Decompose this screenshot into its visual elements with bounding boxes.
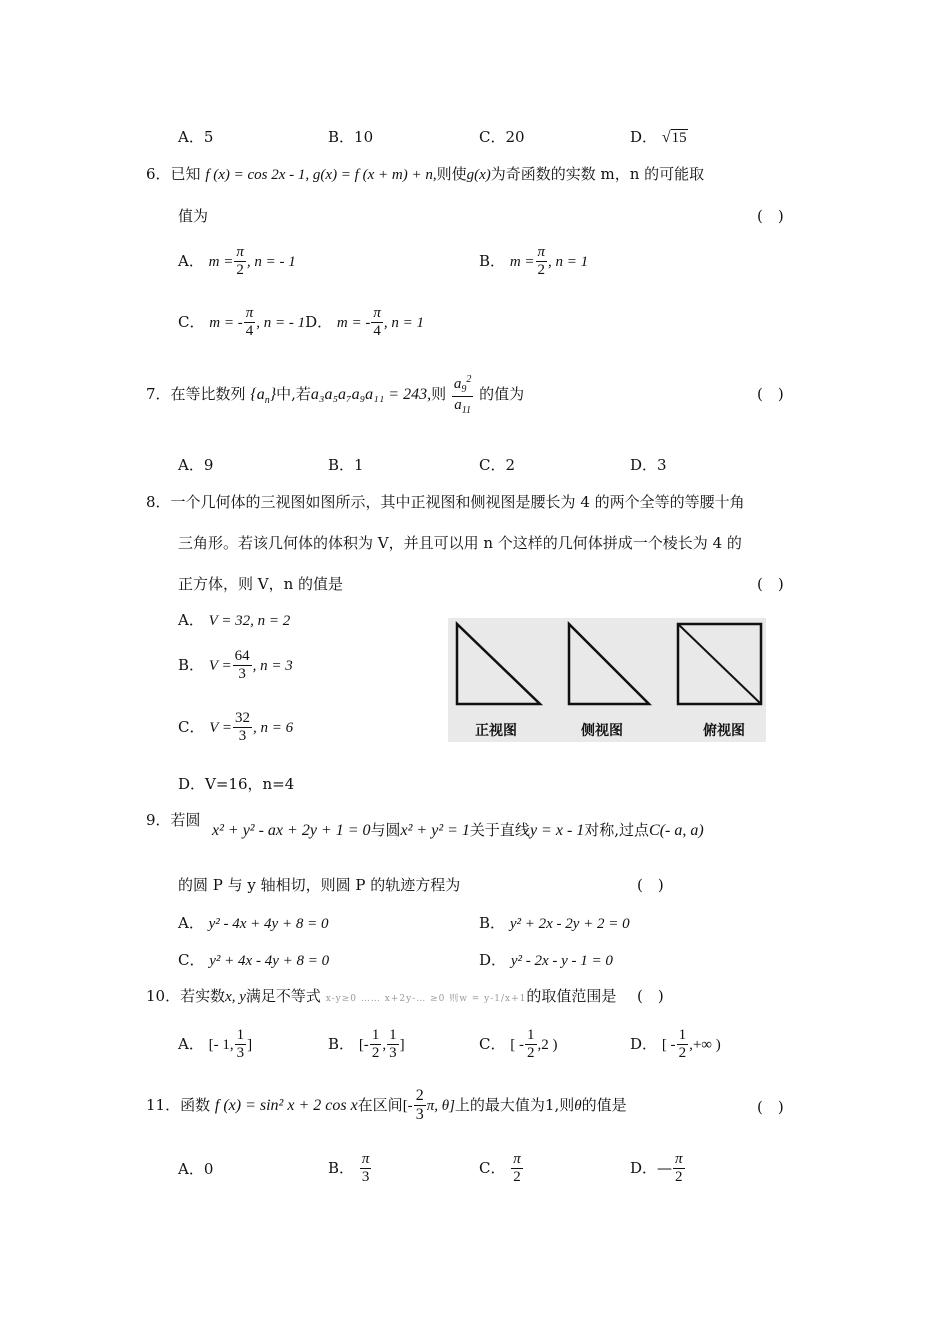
q7-stem xyxy=(146,374,524,416)
q10-option-b-fraction-1 xyxy=(370,1027,382,1063)
q10-mid-text: 满足不等式 xyxy=(245,987,321,1005)
q8-option-c-num: 32 xyxy=(233,710,252,728)
q10-option-a-pre: [- 1, xyxy=(208,1036,234,1053)
q10-number: 10．若实数 xyxy=(146,987,226,1005)
q6-option-a-fraction xyxy=(234,244,246,280)
q7-frac-num-sup: 2 xyxy=(466,374,472,385)
q10-option-c-fraction xyxy=(525,1027,537,1063)
q6-option-c-lhs: m = - xyxy=(209,314,243,331)
q6-option-c xyxy=(178,305,424,341)
q10-option-d-den: 2 xyxy=(678,1045,687,1062)
q8-option-b-den: 3 xyxy=(238,666,246,683)
q7-frac-num xyxy=(452,374,474,397)
q8-option-b-tail: , n = 3 xyxy=(252,657,293,674)
q6-option-b-num: π xyxy=(536,244,548,262)
q11-theta: θ xyxy=(574,1097,582,1114)
q6-option-b-den: 2 xyxy=(537,262,546,279)
q10-option-a-label: A． xyxy=(178,1034,204,1053)
q9-circle1-equation: x² + y² - ax + 2y + 1 = 0 xyxy=(212,822,371,839)
q5-option-d-label: D． xyxy=(630,128,658,146)
q11-option-c-label: C． xyxy=(479,1158,506,1177)
q6-option-d-label: D． xyxy=(305,312,333,331)
q7-frac-den-sub: 11 xyxy=(461,404,472,416)
q10-faint-constraints: x-y≥0 …… x+2y-… ≥0 则w = y-1/x+1 xyxy=(325,994,527,1004)
q10-option-a-num: 1 xyxy=(235,1027,247,1045)
q6-option-a-num: π xyxy=(234,244,246,262)
q10-option-b-pre: [- xyxy=(358,1036,369,1053)
q8-option-b xyxy=(178,648,293,684)
q6-option-a-den: 2 xyxy=(236,262,244,279)
q9-text-1: 与圆 xyxy=(370,821,401,839)
q7-then-text: 则 xyxy=(431,385,447,403)
q11-interval-fraction xyxy=(414,1087,426,1125)
q7-number: 7．在等比数列 xyxy=(146,385,246,403)
q9-option-a-expr: y² - 4x + 4y + 8 = 0 xyxy=(208,916,329,932)
q9-line-equation: y = x - 1 xyxy=(529,822,585,839)
q9-circle2-equation: x² + y² = 1 xyxy=(400,822,470,839)
q10-option-c-label: C． xyxy=(479,1034,506,1053)
q8-option-c-fraction xyxy=(233,710,252,746)
q8-option-a-label: A． xyxy=(178,611,204,629)
q7-tail-text: 的值为 xyxy=(479,385,525,403)
q5-option-a: A．5 xyxy=(178,128,214,146)
q11-option-b-label: B． xyxy=(328,1158,355,1177)
q11-option-d-fraction xyxy=(673,1151,685,1187)
q10-option-c xyxy=(479,1027,558,1063)
q11-answer-paren: ( ) xyxy=(757,1098,784,1116)
q6-option-d-den: 4 xyxy=(373,323,381,340)
q8-option-c-tail: , n = 6 xyxy=(253,719,294,736)
q11-text-1: 在区间 xyxy=(357,1095,403,1114)
q11-option-b xyxy=(328,1151,372,1187)
q9-option-c-label: C． xyxy=(178,951,205,969)
q5-option-d-radicand: 15 xyxy=(671,130,687,146)
q6-number: 6．已知 xyxy=(146,165,201,183)
q8-option-b-lhs: V = xyxy=(208,657,232,674)
q10-option-b-post: ] xyxy=(399,1036,405,1053)
q8-option-b-label: B． xyxy=(178,655,205,674)
q8-stem-line1: 8．一个几何体的三视图如图所示，其中正视图和侧视图是腰长为 4 的两个全等的等腰十角 xyxy=(146,493,745,511)
q8-option-c-den: 3 xyxy=(238,728,247,745)
q7-frac-num-a: a xyxy=(453,376,462,392)
q6-option-c-num: π xyxy=(244,305,256,323)
side-view-label: 侧视图 xyxy=(581,723,623,739)
q6-text-mid: 则使 xyxy=(436,165,467,183)
three-view-drawing xyxy=(448,618,766,718)
q11-option-d-label: D． xyxy=(630,1158,658,1177)
q10-option-b-den2: 3 xyxy=(389,1045,397,1062)
q9-stem-line2: 的圆 P 与 y 轴相切，则圆 P 的轨迹方程为 xyxy=(178,876,461,894)
q10-tail-text: 的取值范围是 xyxy=(526,987,617,1005)
q9-number: 9．若圆 xyxy=(146,811,201,829)
q6-option-b-lhs: m = xyxy=(509,253,535,270)
q10-option-b-num2: 1 xyxy=(387,1027,399,1045)
q10-option-c-pre: [ - xyxy=(510,1036,525,1053)
q11-number: 11．函数 xyxy=(146,1095,211,1114)
q11-option-c xyxy=(479,1151,524,1187)
q10-option-b-den1: 2 xyxy=(371,1045,380,1062)
q10-option-d-label: D． xyxy=(630,1034,658,1053)
q5-option-c: C．20 xyxy=(479,128,525,146)
q10-option-a-den: 3 xyxy=(236,1045,245,1062)
q5-option-b: B．10 xyxy=(328,128,374,146)
q7-option-b: B．1 xyxy=(328,456,364,474)
q6-option-a-lhs: m = xyxy=(208,253,234,270)
q7-fraction xyxy=(452,374,474,416)
q9-option-a xyxy=(178,912,328,933)
q11-option-b-num: π xyxy=(360,1151,372,1169)
q10-answer-paren: ( ) xyxy=(637,987,664,1005)
q8-option-a xyxy=(178,609,290,630)
q9-option-d xyxy=(479,949,613,970)
q8-option-b-num: 64 xyxy=(233,648,252,666)
q7-answer-paren: ( ) xyxy=(757,385,784,403)
q8-option-d: D．V=16，n=4 xyxy=(178,775,295,793)
q10-option-d-fraction xyxy=(677,1027,689,1063)
q5-option-d xyxy=(630,126,688,147)
q7-sequence xyxy=(250,386,277,407)
q10-option-b-fraction-2 xyxy=(387,1027,399,1063)
q6-stem-line1 xyxy=(146,163,704,184)
side-view-triangle xyxy=(569,624,649,704)
q10-option-a-post: ] xyxy=(247,1036,253,1053)
q8-option-b-fraction xyxy=(233,648,252,684)
q11-stem xyxy=(146,1087,627,1125)
q10-option-b-label: B． xyxy=(328,1034,355,1053)
q11-text-2: 上的最大值为1,则 xyxy=(454,1095,575,1114)
q11-option-a: A．0 xyxy=(178,1160,214,1178)
q6-option-d-num: π xyxy=(371,305,383,323)
q9-point: C(- a, a) xyxy=(649,822,704,839)
q6-text-end: 为奇函数的实数 m，n 的可能取 xyxy=(490,165,705,183)
q6-option-d-fraction xyxy=(371,305,383,341)
q11-interval-close: π, θ] xyxy=(426,1097,455,1114)
q10-option-a xyxy=(178,1027,252,1063)
q8-option-c-label: C． xyxy=(178,717,205,736)
q7-mid-text: 中,若 xyxy=(276,385,311,403)
q8-option-c-lhs: V = xyxy=(209,719,233,736)
q9-answer-paren: ( ) xyxy=(637,876,664,894)
q6-expression: f (x) = cos 2x - 1, g(x) = f (x + m) + n, xyxy=(205,167,437,183)
q6-stem-line2: 值为 xyxy=(178,207,209,225)
q10-option-b-mid: , xyxy=(382,1036,387,1053)
q10-option-c-den: 2 xyxy=(527,1045,535,1062)
q11-option-d-num: π xyxy=(673,1151,685,1169)
q11-interval-open: [- xyxy=(402,1097,413,1114)
q10-option-c-num: 1 xyxy=(525,1027,537,1045)
q9-option-b-label: B． xyxy=(479,914,506,932)
q6-option-b xyxy=(479,244,588,280)
q9-text-2: 关于直线 xyxy=(469,821,530,839)
q6-gx: g(x) xyxy=(466,167,491,183)
q10-option-d-pre: [ - xyxy=(661,1036,676,1053)
q9-text-3: 对称,过点 xyxy=(584,821,650,839)
q6-option-c-fraction xyxy=(244,305,256,341)
q10-stem xyxy=(146,985,616,1006)
q10-option-b xyxy=(328,1027,405,1063)
q6-option-a xyxy=(178,244,296,280)
q11-option-d-den: 2 xyxy=(675,1169,683,1186)
three-view-figure xyxy=(448,618,766,742)
q9-option-c-expr: y² + 4x - 4y + 8 = 0 xyxy=(209,953,330,969)
q11-option-c-den: 2 xyxy=(513,1169,521,1186)
q6-option-a-label: A． xyxy=(178,251,204,270)
front-view-label: 正视图 xyxy=(475,723,517,739)
q6-option-c-label: C． xyxy=(178,312,205,331)
q6-option-d-lhs: m = - xyxy=(336,314,371,331)
top-view-diagonal xyxy=(678,624,761,704)
q10-option-d-num: 1 xyxy=(677,1027,689,1045)
q10-option-b-num1: 1 xyxy=(370,1027,382,1045)
q6-option-b-tail: , n = 1 xyxy=(548,253,589,270)
q8-option-a-expr: V = 32, n = 2 xyxy=(208,613,291,629)
front-view-triangle xyxy=(457,624,540,704)
sqrt-icon: √ xyxy=(661,129,671,146)
q7-seq-close: } xyxy=(269,386,277,403)
top-view-label: 俯视图 xyxy=(703,723,745,739)
q7-seq-open: {a xyxy=(250,386,265,403)
q11-interval-den: 3 xyxy=(415,1106,424,1124)
q6-answer-paren: ( ) xyxy=(757,207,784,225)
q11-option-c-num: π xyxy=(511,1151,523,1169)
q8-stem-line2: 三角形。若该几何体的体积为 V，并且可以用 n 个这样的几何体拼成一个棱长为 4 的 xyxy=(178,534,742,552)
q6-option-b-label: B． xyxy=(479,251,506,270)
q9-option-a-label: A． xyxy=(178,914,204,932)
q10-vars: x, y xyxy=(225,989,246,1005)
q7-option-c: C．2 xyxy=(479,456,516,474)
q7-frac-den xyxy=(452,397,473,417)
q7-option-a: A．9 xyxy=(178,456,214,474)
q6-option-d-tail: , n = 1 xyxy=(383,314,425,331)
q8-stem-line3: 正方体，则 V，n 的值是 xyxy=(178,575,344,593)
q11-option-c-fraction xyxy=(511,1151,523,1187)
q11-option-d-pre: — xyxy=(657,1158,673,1177)
q9-option-b-expr: y² + 2x - 2y + 2 = 0 xyxy=(509,916,630,932)
q7-option-d: D．3 xyxy=(630,456,667,474)
q7-condition: a₃a₅a₇a₉a₁₁ = 243, xyxy=(310,386,432,403)
q9-option-d-expr: y² - 2x - y - 1 = 0 xyxy=(510,953,613,969)
q11-text-3: 的值是 xyxy=(581,1095,627,1114)
q9-option-d-label: D． xyxy=(479,951,507,969)
q10-option-a-fraction xyxy=(235,1027,247,1063)
q8-answer-paren: ( ) xyxy=(757,575,784,593)
q6-option-a-tail: , n = - 1 xyxy=(246,253,296,270)
q6-option-b-fraction xyxy=(536,244,548,280)
q6-option-c-tail: , n = - 1 xyxy=(256,314,306,331)
q6-option-c-den: 4 xyxy=(245,323,254,340)
q11-interval-num: 2 xyxy=(414,1087,426,1106)
q7-seq-sub: n xyxy=(264,395,270,407)
q7-frac-num-sub: 9 xyxy=(461,384,467,395)
q9-option-b xyxy=(479,912,630,933)
q11-option-b-fraction xyxy=(360,1151,372,1187)
q8-option-c xyxy=(178,710,293,746)
q11-option-b-den: 3 xyxy=(361,1169,370,1186)
q9-option-c xyxy=(178,949,329,970)
q11-option-d xyxy=(630,1151,686,1187)
q11-function: f (x) = sin² x + 2 cos x xyxy=(214,1096,358,1114)
q10-option-d xyxy=(630,1027,721,1063)
q10-option-c-post: ,2 ) xyxy=(537,1036,558,1053)
q9-stem-line1 xyxy=(212,819,704,840)
q10-option-d-post: ,+∞ ) xyxy=(689,1036,721,1053)
q7-frac-den-a: a xyxy=(454,396,462,413)
